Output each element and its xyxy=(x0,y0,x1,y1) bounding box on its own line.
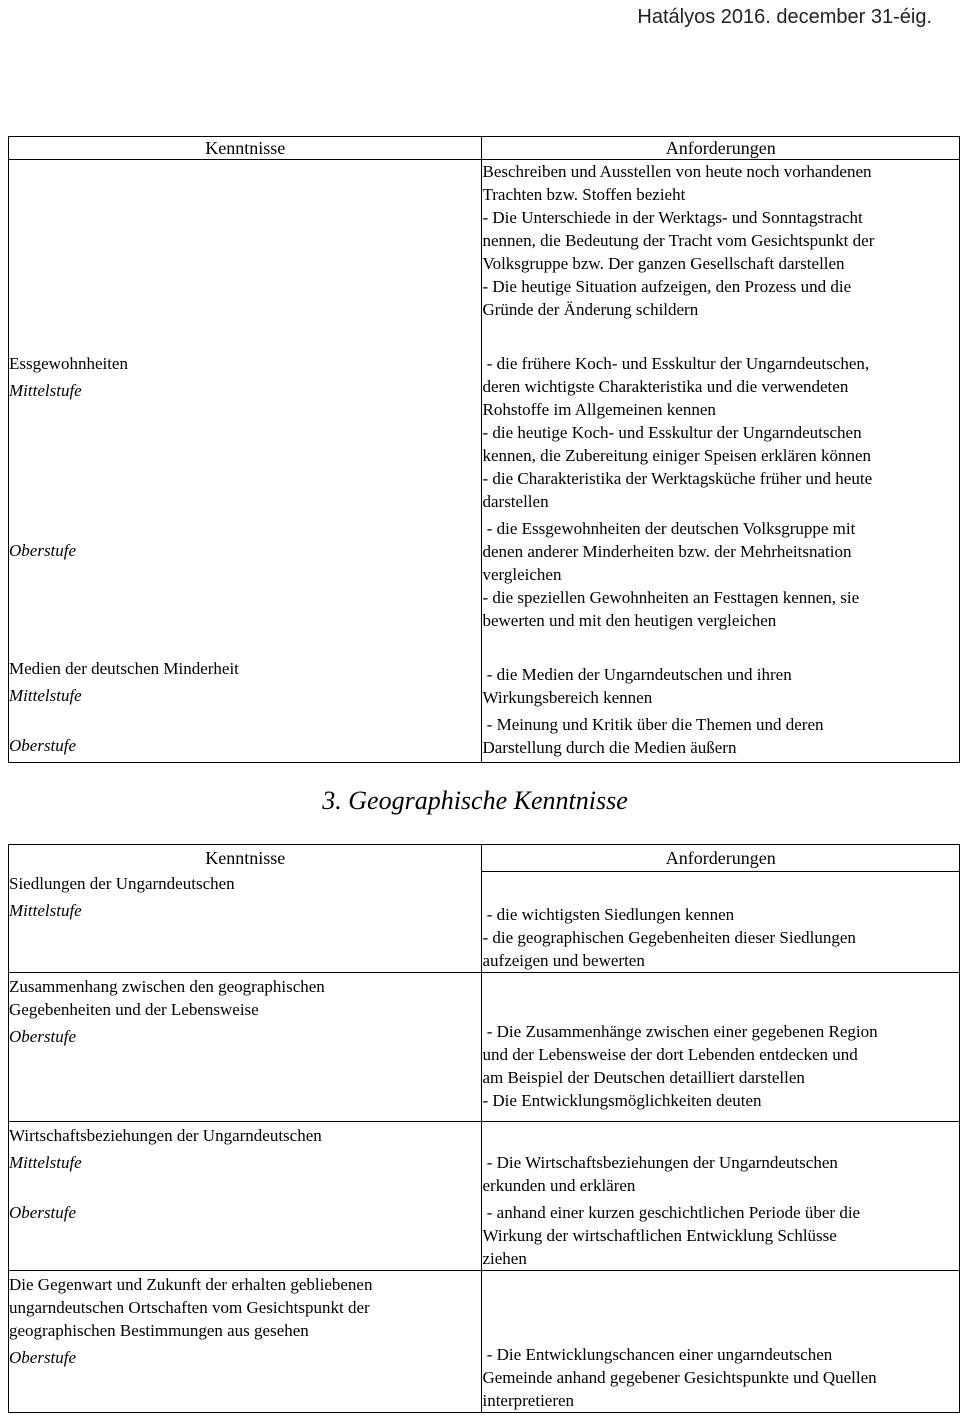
requirement-line: interpretieren xyxy=(482,1391,575,1410)
requirement-line: aufzeigen und bewerten xyxy=(482,951,645,970)
requirement-line: ziehen xyxy=(482,1249,527,1268)
stufe-label: Oberstufe xyxy=(9,541,77,560)
requirement-line: bewerten und mit den heutigen vergleichen xyxy=(482,611,777,630)
section-title: 3. Geographische Kenntnisse xyxy=(322,786,628,815)
stufe-label: Mittelstufe xyxy=(9,900,82,920)
requirement-line: Wirkung der wirtschaftlichen Entwicklung Schlüsse xyxy=(482,1226,837,1245)
requirement-line: - die frühere Koch- und Esskultur der Ungarndeutschen, xyxy=(482,354,870,373)
topic-label: Gegebenheiten und der Lebensweise xyxy=(9,1000,259,1019)
requirement-line: am Beispiel der Deutschen detailliert darstellen xyxy=(482,1068,805,1087)
requirement-line: Beschreiben und Ausstellen von heute noch vorhandenen xyxy=(482,162,872,181)
requirement-line: - Die Unterschiede in der Werktags- und Sonntagstracht xyxy=(482,208,863,227)
topic-label: Siedlungen der Ungarndeutschen xyxy=(9,873,235,893)
topic-label: Die Gegenwart und Zukunft der erhalten gebliebenen xyxy=(9,1275,373,1294)
requirement-line: Trachten bzw. Stoffen bezieht xyxy=(482,185,686,204)
stufe-label: Oberstufe xyxy=(9,1348,77,1367)
requirement-line: Gründe der Änderung schildern xyxy=(482,300,699,319)
stufe-label: Mittelstufe xyxy=(9,686,82,705)
requirement-line: - Meinung und Kritik über die Themen und deren xyxy=(482,715,824,734)
table2-row4-right xyxy=(482,1271,960,1413)
table2-row3-left xyxy=(9,1122,482,1271)
stufe-label: Mittelstufe xyxy=(9,381,82,400)
table1-head-kenntnisse: Kenntnisse xyxy=(9,137,482,160)
requirement-line: - anhand einer kurzen geschichtlichen Periode über die xyxy=(482,1203,861,1222)
table1-head-anforderungen: Anforderungen xyxy=(482,137,960,160)
requirement-line: vergleichen xyxy=(482,565,562,584)
requirement-line: kennen, die Zubereitung einiger Speisen erklären können xyxy=(482,446,871,465)
table2-head-kenntnisse: Kenntnisse xyxy=(9,845,482,872)
requirement-line: darstellen xyxy=(482,492,549,511)
requirement-line: denen anderer Minderheiten bzw. der Mehrheitsnation xyxy=(482,542,852,561)
requirement-line: erkunden und erklären xyxy=(482,1176,636,1195)
requirement-line: - Die Zusammenhänge zwischen einer gegebenen Region xyxy=(482,1022,878,1041)
requirement-line: - die wichtigsten Siedlungen kennen xyxy=(482,905,735,924)
topic-medien: Medien der deutschen Minderheit xyxy=(9,659,239,678)
table2-head-anforderungen: Anforderungen xyxy=(482,845,960,872)
table2-row3-right xyxy=(482,1122,960,1271)
requirement-line: - die Charakteristika der Werktagsküche früher und heute xyxy=(482,469,873,488)
topic-label: geographischen Bestimmungen aus gesehen xyxy=(9,1321,309,1340)
topic-label: ungarndeutschen Ortschaften vom Gesichtspunkt der xyxy=(9,1298,370,1317)
requirement-line: - die geographischen Gegebenheiten dieser Siedlungen xyxy=(482,928,856,947)
requirement-line: Rohstoffe im Allgemeinen kennen xyxy=(482,400,716,419)
requirement-line: Wirkungsbereich kennen xyxy=(482,688,653,707)
requirement-line: - Die Entwicklungschancen einer ungarndeutschen xyxy=(482,1345,833,1364)
table2-row2-right xyxy=(482,973,960,1122)
stufe-label: Oberstufe xyxy=(9,736,77,755)
requirement-line: - die heutige Koch- und Esskultur der Ungarndeutschen xyxy=(482,423,862,442)
requirement-line: - Die heutige Situation aufzeigen, den Prozess und die xyxy=(482,277,852,296)
table2-row4-left xyxy=(9,1271,482,1413)
stufe-label: Oberstufe xyxy=(9,1027,77,1046)
stufe-label: Oberstufe xyxy=(9,1203,77,1222)
table2-row2-left xyxy=(9,973,482,1122)
requirements-table-1 xyxy=(8,136,960,763)
requirement-line: Volksgruppe bzw. Der ganzen Gesellschaft darstellen xyxy=(482,254,845,273)
requirement-line: deren wichtigste Charakteristika und die verwendeten xyxy=(482,377,849,396)
requirement-line: - Die Wirtschaftsbeziehungen der Ungarndeutschen xyxy=(482,1153,838,1172)
table2-row1-left xyxy=(9,872,482,973)
requirement-line: und der Lebensweise der dort Lebenden entdecken und xyxy=(482,1045,858,1064)
topic-essgewohnheiten: Essgewohnheiten xyxy=(9,354,128,373)
topic-label: Zusammenhang zwischen den geographischen xyxy=(9,977,325,996)
table2-row1-right xyxy=(482,872,960,973)
table1-right-cell xyxy=(482,160,960,763)
requirement-line: - die Essgewohnheiten der deutschen Volksgruppe mit xyxy=(482,519,856,538)
requirement-line: - die speziellen Gewohnheiten an Festtagen kennen, sie xyxy=(482,588,860,607)
requirement-line: - die Medien der Ungarndeutschen und ihren xyxy=(482,665,792,684)
requirement-line: nennen, die Bedeutung der Tracht vom Gesichtspunkt der xyxy=(482,231,875,250)
topic-label: Wirtschaftsbeziehungen der Ungarndeutschen xyxy=(9,1126,322,1145)
requirement-line: Gemeinde anhand gegebener Gesichtspunkte und Quellen xyxy=(482,1368,877,1387)
requirements-table-2 xyxy=(8,844,960,1413)
validity-note: Hatályos 2016. december 31-éig. xyxy=(637,6,932,28)
stufe-label: Mittelstufe xyxy=(9,1153,82,1172)
table1-left-cell xyxy=(9,160,482,763)
requirement-line: - Die Entwicklungsmöglichkeiten deuten xyxy=(482,1091,762,1110)
requirement-line: Darstellung durch die Medien äußern xyxy=(482,738,737,757)
